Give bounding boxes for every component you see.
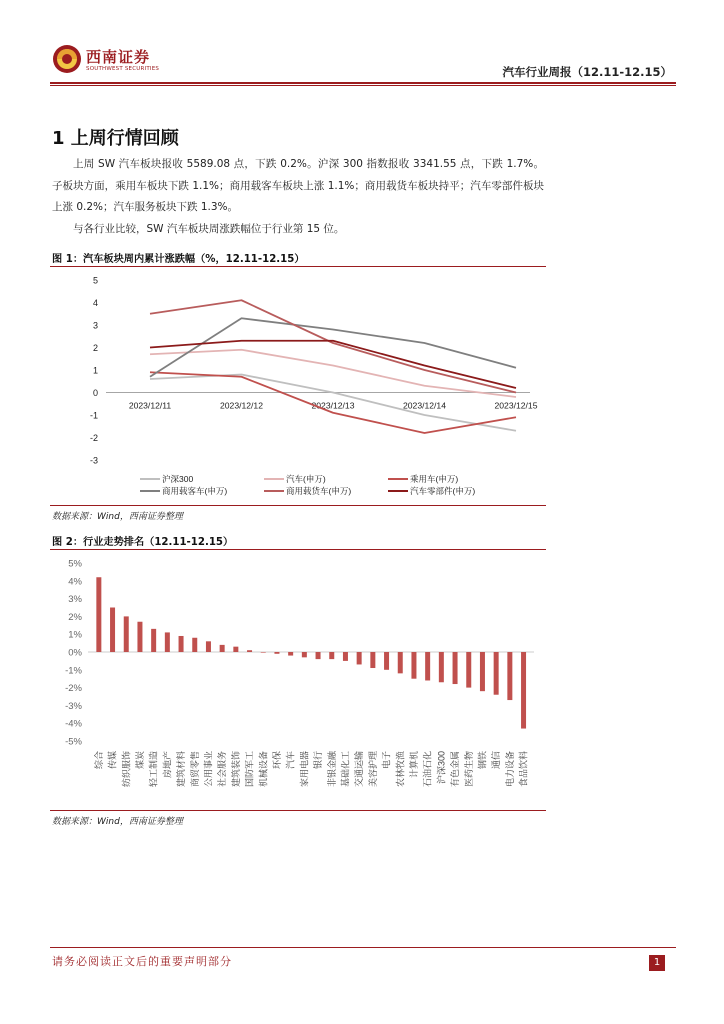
x-tick-label: 房地产: [162, 751, 173, 779]
legend-label: 沪深300: [162, 474, 194, 484]
bar: [165, 632, 170, 652]
bar: [521, 652, 526, 729]
bar: [466, 652, 471, 688]
x-tick-label: 家用电器: [299, 751, 310, 788]
line-chart-weekly-return: [50, 268, 546, 504]
y-tick-label: -2%: [65, 683, 82, 695]
y-tick-label: -4%: [65, 718, 82, 730]
header-divider: [50, 82, 676, 84]
bar: [124, 616, 129, 652]
y-tick-label: -2: [89, 433, 98, 443]
y-tick-label: 4%: [68, 576, 82, 588]
bar: [425, 652, 430, 680]
y-tick-label: 2: [92, 343, 98, 353]
bar: [494, 652, 499, 695]
series-line: [150, 350, 516, 397]
x-tick-label: 轻工制造: [148, 751, 159, 788]
bar: [247, 650, 252, 652]
header-divider-thin: [50, 85, 676, 86]
x-tick-label: 医药生物: [463, 751, 474, 788]
x-tick-label: 有色金属: [450, 751, 461, 788]
page-number: 1: [649, 955, 665, 971]
x-tick-label: 美容护理: [367, 751, 378, 788]
x-tick-label: 社会服务: [217, 751, 228, 788]
y-tick-label: -1%: [65, 665, 82, 677]
y-tick-label: 5: [92, 275, 98, 286]
x-tick-label: 煤炭: [134, 751, 145, 770]
figure-2-title: 图 2：行业走势排名（12.11-12.15）: [52, 537, 234, 548]
x-tick-label: 交通运输: [354, 751, 365, 788]
y-tick-label: 1%: [68, 629, 82, 641]
paragraph-industry-rank: 与各行业比较，SW 汽车板块周涨跌幅位于行业第 15 位。: [73, 223, 345, 235]
x-tick-label: 石油石化: [422, 751, 433, 788]
x-tick-label: 2023/12/14: [402, 400, 447, 411]
bar: [96, 577, 101, 652]
bar: [411, 652, 416, 679]
x-tick-label: 商贸零售: [189, 751, 200, 788]
y-tick-label: 0%: [68, 647, 82, 659]
bar: [480, 652, 485, 691]
series-line: [150, 318, 516, 377]
x-tick-label: 2023/12/15: [494, 400, 538, 411]
bar: [110, 608, 115, 653]
bar: [151, 629, 156, 652]
y-tick-label: 0: [92, 388, 98, 398]
x-tick-label: 食品饮料: [518, 751, 529, 788]
y-tick-label: 4: [92, 298, 98, 308]
x-tick-label: 电力设备: [504, 751, 515, 788]
figure-1-source: 数据来源：Wind，西南证券整理: [52, 512, 183, 522]
y-tick-label: 1: [92, 365, 98, 376]
x-tick-label: 钢铁: [477, 751, 488, 770]
report-title: 汽车行业周报（12.11-12.15）: [502, 65, 672, 79]
y-tick-label: 2%: [68, 611, 82, 623]
y-tick-label: 3%: [68, 594, 82, 606]
x-tick-label: 沪深300: [436, 751, 447, 785]
bar-chart-industry-rank: [50, 551, 546, 809]
figure-1-bottom-rule: [50, 505, 546, 506]
section-heading: 1 上周行情回顾: [52, 128, 179, 149]
y-tick-label: -1: [89, 410, 98, 421]
x-tick-label: 机械设备: [258, 751, 269, 788]
legend-label: 乘用车(申万): [410, 474, 459, 484]
x-tick-label: 综合: [93, 751, 104, 770]
x-tick-label: 电子: [381, 751, 392, 770]
x-tick-label: 公用事业: [203, 751, 214, 788]
x-tick-label: 环保: [271, 751, 282, 770]
x-tick-label: 通信: [491, 751, 502, 770]
y-tick-label: 5%: [68, 558, 82, 570]
bar: [329, 652, 334, 659]
bar: [439, 652, 444, 682]
legend-label: 汽车零部件(申万): [410, 486, 476, 496]
figure-2-source: 数据来源：Wind，西南证券整理: [52, 817, 183, 827]
y-tick-label: 3: [92, 320, 98, 331]
bar: [261, 652, 266, 653]
footer-disclaimer: 请务必阅读正文后的重要声明部分: [52, 955, 232, 968]
bar: [384, 652, 389, 670]
bar: [274, 652, 279, 654]
bar: [192, 638, 197, 652]
footer-divider: [50, 947, 676, 948]
x-tick-label: 农林牧渔: [395, 751, 406, 788]
bar: [343, 652, 348, 661]
bar: [302, 652, 307, 657]
series-line: [150, 341, 516, 388]
bar: [370, 652, 375, 668]
bar: [357, 652, 362, 664]
legend-label: 商用载客车(申万): [162, 486, 228, 496]
x-tick-label: 建筑装饰: [230, 751, 241, 788]
brand-logo-icon: [52, 44, 82, 74]
bar: [453, 652, 458, 684]
y-tick-label: -5%: [65, 736, 82, 748]
logo-name-cn: 西南证券: [86, 48, 151, 66]
x-tick-label: 建筑材料: [176, 751, 187, 788]
x-tick-label: 传媒: [107, 751, 118, 770]
series-line: [150, 300, 516, 392]
x-tick-label: 汽车: [285, 751, 296, 770]
x-tick-label: 计算机: [408, 751, 419, 779]
figure-1-top-rule: [50, 266, 546, 267]
bar: [233, 647, 238, 652]
legend-label: 商用载货车(申万): [286, 486, 352, 496]
bar: [179, 636, 184, 652]
bar: [316, 652, 321, 659]
x-tick-label: 纺织服饰: [121, 751, 132, 788]
legend-label: 汽车(申万): [286, 474, 326, 484]
figure-2-bottom-rule: [50, 810, 546, 811]
x-tick-label: 非银金融: [326, 751, 337, 788]
bar: [137, 622, 142, 652]
figure-1-title: 图 1：汽车板块周内累计涨跌幅（%，12.11-12.15）: [52, 254, 305, 265]
y-tick-label: -3%: [65, 700, 82, 712]
x-tick-label: 2023/12/13: [311, 400, 355, 411]
bar: [507, 652, 512, 700]
bar: [220, 645, 225, 652]
x-tick-label: 基础化工: [340, 751, 351, 788]
x-tick-label: 银行: [313, 751, 324, 770]
x-tick-label: 2023/12/12: [219, 400, 264, 411]
figure-2-top-rule: [50, 549, 546, 550]
y-tick-label: -3: [89, 455, 98, 466]
x-tick-label: 2023/12/11: [128, 400, 172, 411]
paragraph-market-review: 上周 SW 汽车板块报收 5589.08 点，下跌 0.2%。沪深 300 指数报收 3341.55 点，下跌 1.7%。子板块方面，乘用车板块下跌 1.1%；商用载客车板块上涨 1.1%；商用载货车板块持平；汽车零部件板块上涨 0.2%；汽车服务板块下跌 1.3%。: [52, 158, 544, 213]
x-tick-label: 国防军工: [244, 751, 255, 788]
bar: [288, 652, 293, 656]
logo-name-en: SOUTHWEST SECURITIES: [86, 66, 160, 72]
bar: [398, 652, 403, 673]
bar: [206, 641, 211, 652]
